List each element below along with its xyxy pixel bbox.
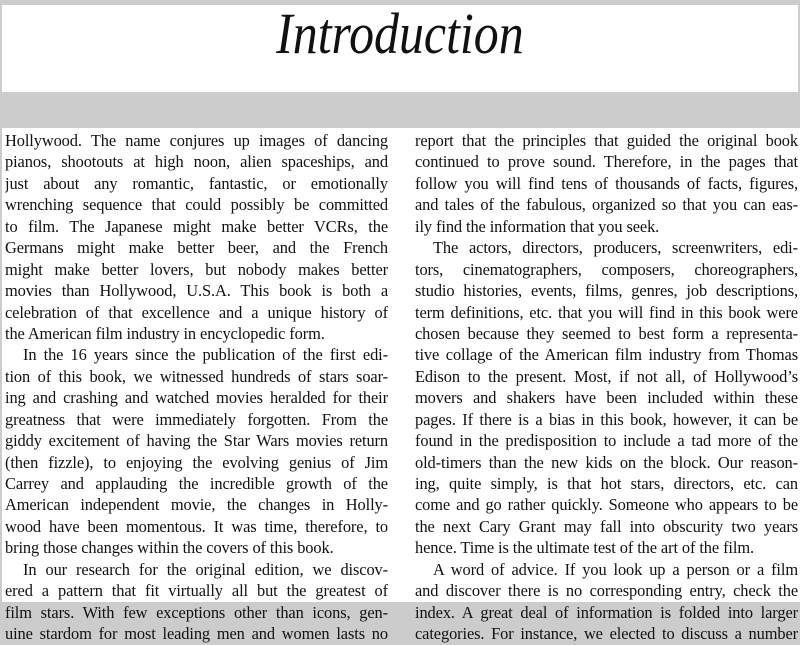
- page-title: [2, 0, 798, 69]
- text-line: (then fizzle), to enjoying the evolving genius of Jim: [5, 452, 388, 472]
- text-line: bring those changes within the covers of this book.: [5, 538, 334, 558]
- text-line: to film. The Japanese might make better VCRs, the: [5, 216, 388, 236]
- text-line: wood have been momentous. It was time, therefore, to: [5, 516, 388, 536]
- text-line: the next Cary Grant may fall into obscurity two years: [415, 516, 798, 536]
- text-line: pianos, shootouts at high noon, alien spaceships, and: [5, 152, 388, 172]
- text-line: pages. If there is a bias in this book, however, it can be: [415, 409, 798, 429]
- body-text: [2, 128, 800, 644]
- title-banner: [2, 1, 798, 92]
- text-line: tion of this book, we witnessed hundreds of stars soar-: [5, 366, 388, 386]
- text-line: Hollywood. The name conjures up images of dancing: [5, 131, 388, 150]
- text-line: categories. For instance, we elected to discuss a number: [415, 624, 798, 644]
- text-line: chosen because they seemed to best form a representa-: [415, 323, 798, 343]
- text-line: film stars. With few exceptions other than icons, gen-: [5, 602, 388, 622]
- page-title-text: Introduction: [276, 1, 524, 66]
- text-line: In our research for the original edition, we discov-: [23, 559, 388, 579]
- text-line: follow you will find tens of thousands of facts, figures,: [415, 173, 798, 193]
- text-line: report that the principles that guided the original book: [415, 131, 798, 150]
- text-line: and discover there is no corresponding entry, check the: [415, 581, 798, 601]
- text-line: found in the predisposition to include a tad more of the: [415, 431, 798, 451]
- text-line: might make better lovers, but nobody makes better: [5, 259, 388, 279]
- text-line: ing, quite simply, is that hot stars, directors, etc. can: [415, 474, 798, 493]
- text-line: The actors, directors, producers, screenwriters, edi-: [433, 238, 798, 258]
- text-line: term definitions, etc. that you will find in this book were: [415, 302, 798, 322]
- text-line: Carrey and applauding the incredible growth of the: [5, 474, 388, 493]
- text-line: ily find the information that you seek.: [415, 216, 660, 236]
- text-line: movers and shakers have been included within these: [415, 388, 798, 408]
- text-line: movies than Hollywood, U.S.A. This book is both a: [5, 281, 388, 301]
- column-left: [5, 130, 388, 645]
- text-line: and tales of the fabulous, organized so that you can eas-: [415, 195, 798, 215]
- text-line: index. A great deal of information is folded into larger: [415, 602, 798, 622]
- text-line: the American film industry in encyclopedic form.: [5, 323, 325, 343]
- text-line: studio histories, events, films, genres, job descriptions,: [415, 281, 798, 301]
- text-line: greatness that were immediately forgotten. From the: [5, 409, 388, 429]
- text-line: Germans might make better beer, and the French: [5, 238, 388, 258]
- text-line: A word of advice. If you look up a person or a film: [433, 559, 798, 579]
- column-right: [415, 130, 798, 645]
- text-line: ing and crashing and watched movies heralded for their: [5, 388, 388, 408]
- text-line: ered a pattern that fit virtually all but the greatest of: [5, 581, 388, 601]
- text-line: just about any romantic, fantastic, or emotionally: [5, 173, 388, 193]
- text-line: hence. Time is the ultimate test of the art of the film.: [415, 538, 754, 558]
- text-line: celebration of that excellence and a unique history of: [5, 302, 388, 322]
- text-line: wrenching sequence that could possibly be committed: [5, 195, 388, 215]
- text-line: uine stardom for most leading men and women lasts no: [5, 624, 388, 644]
- text-line: tive collage of the American film industry from Thomas: [415, 345, 798, 365]
- text-line: come and go rather quickly. Someone who appears to be: [415, 495, 798, 515]
- text-line: In the 16 years since the publication of the first edi-: [23, 345, 388, 365]
- text-line: continued to prove sound. Therefore, in the pages that: [415, 152, 798, 172]
- text-line: American independent movie, the changes in Holly-: [5, 495, 388, 515]
- text-line: old-timers than the new kids on the block. Our reason-: [415, 452, 798, 472]
- text-line: giddy excitement of having the Star Wars movies return: [5, 431, 388, 451]
- text-line: tors, cinematographers, composers, choreographers,: [415, 259, 798, 279]
- text-line: Edison to the present. Most, if not all, of Hollywood’s: [415, 366, 798, 386]
